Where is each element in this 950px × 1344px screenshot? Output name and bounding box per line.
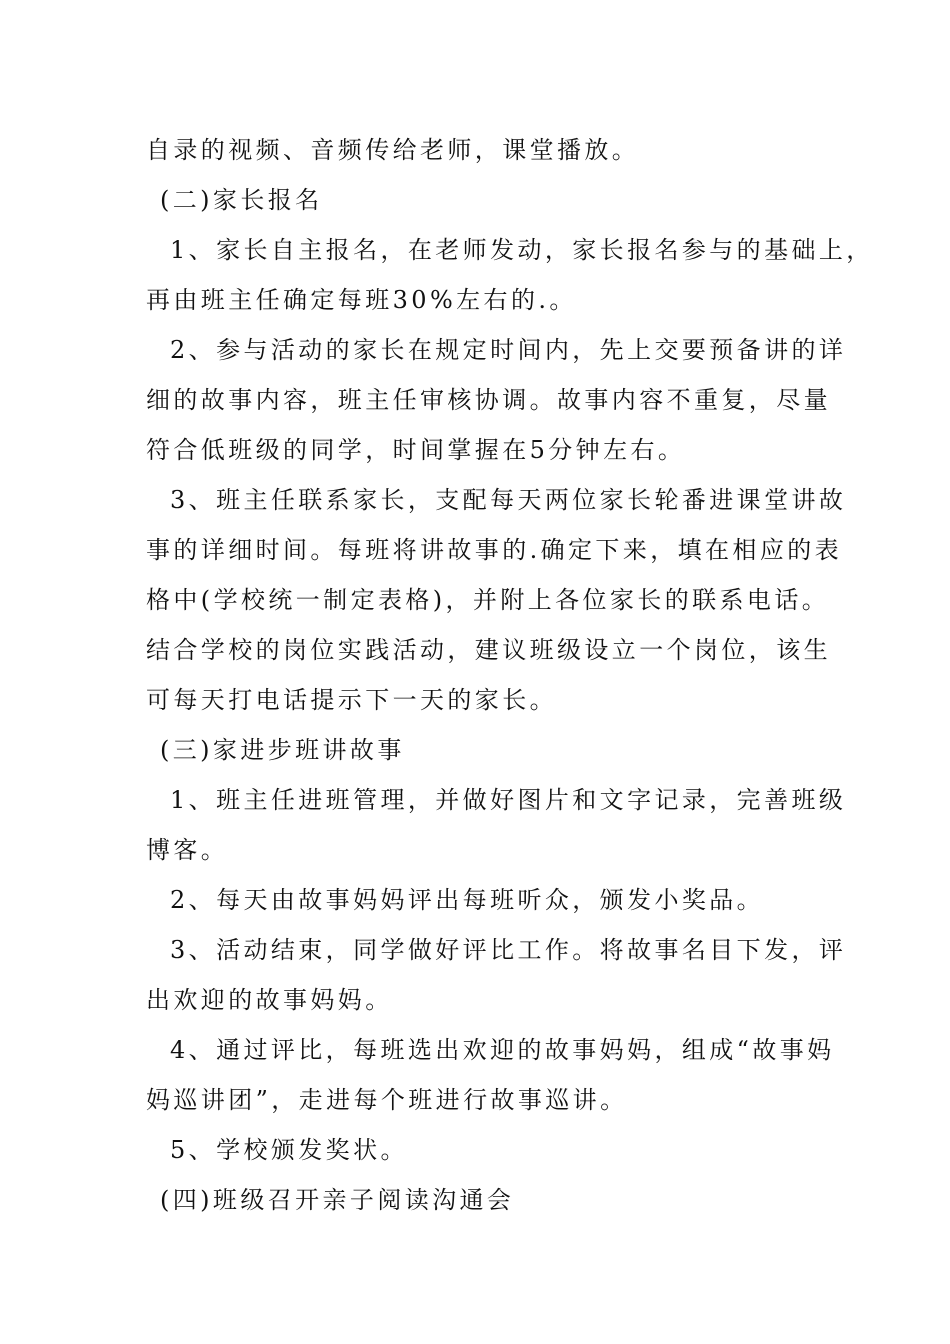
list-item-line: 4、通过评比，每班选出欢迎的故事妈妈，组成“故事妈: [170, 1036, 835, 1064]
body-text-line: 可每天打电话提示下一天的家长。: [146, 686, 557, 714]
body-text-line: 细的故事内容，班主任审核协调。故事内容不重复，尽量: [146, 386, 831, 414]
section-heading: (四)班级召开亲子阅读沟通会: [160, 1186, 515, 1214]
body-text-line: 博客。: [146, 836, 229, 864]
body-text-line: 结合学校的岗位实践活动，建议班级设立一个岗位，该生: [146, 636, 831, 664]
body-text-line: 符合低班级的同学，时间掌握在5分钟左右。: [146, 436, 686, 464]
list-item-line: 1、家长自主报名，在老师发动，家长报名参与的基础上，: [170, 236, 874, 264]
body-text-line: 自录的视频、音频传给老师，课堂播放。: [146, 136, 640, 164]
list-item-line: 2、参与活动的家长在规定时间内，先上交要预备讲的详: [170, 336, 847, 364]
body-text-line: 出欢迎的故事妈妈。: [146, 986, 393, 1014]
list-item-line: 1、班主任进班管理，并做好图片和文字记录，完善班级: [170, 786, 847, 814]
list-item-line: 3、班主任联系家长，支配每天两位家长轮番进课堂讲故: [170, 486, 847, 514]
list-item-line: 2、每天由故事妈妈评出每班听众，颁发小奖品。: [170, 886, 765, 914]
section-heading: (二)家长报名: [160, 186, 323, 214]
body-text-line: 格中(学校统一制定表格)，并附上各位家长的联系电话。: [146, 586, 830, 614]
body-text-line: 再由班主任确定每班30%左右的.。: [146, 286, 577, 314]
section-heading: (三)家进步班讲故事: [160, 736, 405, 764]
list-item-line: 5、学校颁发奖状。: [170, 1136, 408, 1164]
list-item-line: 3、活动结束，同学做好评比工作。将故事名目下发，评: [170, 936, 847, 964]
body-text-line: 妈巡讲团”，走进每个班进行故事巡讲。: [146, 1086, 628, 1114]
body-text-line: 事的详细时间。每班将讲故事的.确定下来，填在相应的表: [146, 536, 843, 564]
